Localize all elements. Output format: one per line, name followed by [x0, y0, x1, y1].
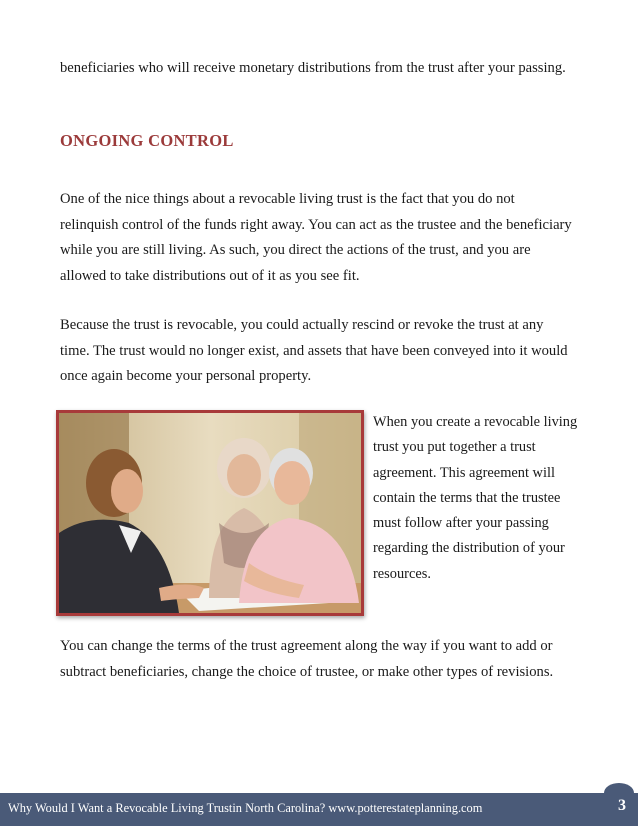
page-number: 3 [618, 797, 626, 814]
paragraph-revocable: Because the trust is revocable, you could actually rescind or revoke the trust at any time. The trust would no longer exist, and assets that have been conveyed into it would once again become your personal property. [60, 317, 568, 384]
footer-text: Why Would I Want a Revocable Living Trustin North Carolina? www.potterestateplanning.com [8, 801, 483, 815]
paragraph-change-terms: You can change the terms of the trust agreement along the way if you want to add or subtract beneficiaries, change the choice of trustee, or make other types of revisions. [60, 638, 554, 680]
side-paragraph-trust-agreement: When you create a revocable living trust you put together a trust agreement. This agreement will contain the terms that the trustee must follow after your passing regarding the distribution of your resources. [373, 414, 578, 582]
paragraph-ongoing-control: One of the nice things about a revocable living trust is the fact that you do not relinquish control of the funds right away. You can act as the trustee and the beneficiary while you are still living. As such, you direct the actions of the trust, and you are allowed to take distributions out of it as you see fit. [60, 191, 572, 284]
couple-with-advisor-photo [56, 410, 364, 616]
section-heading: ONGOING CONTROL [60, 131, 234, 150]
page-footer [0, 793, 638, 826]
photo-illustration [59, 413, 361, 613]
intro-paragraph: beneficiaries who will receive monetary distributions from the trust after your passing. [60, 60, 566, 76]
